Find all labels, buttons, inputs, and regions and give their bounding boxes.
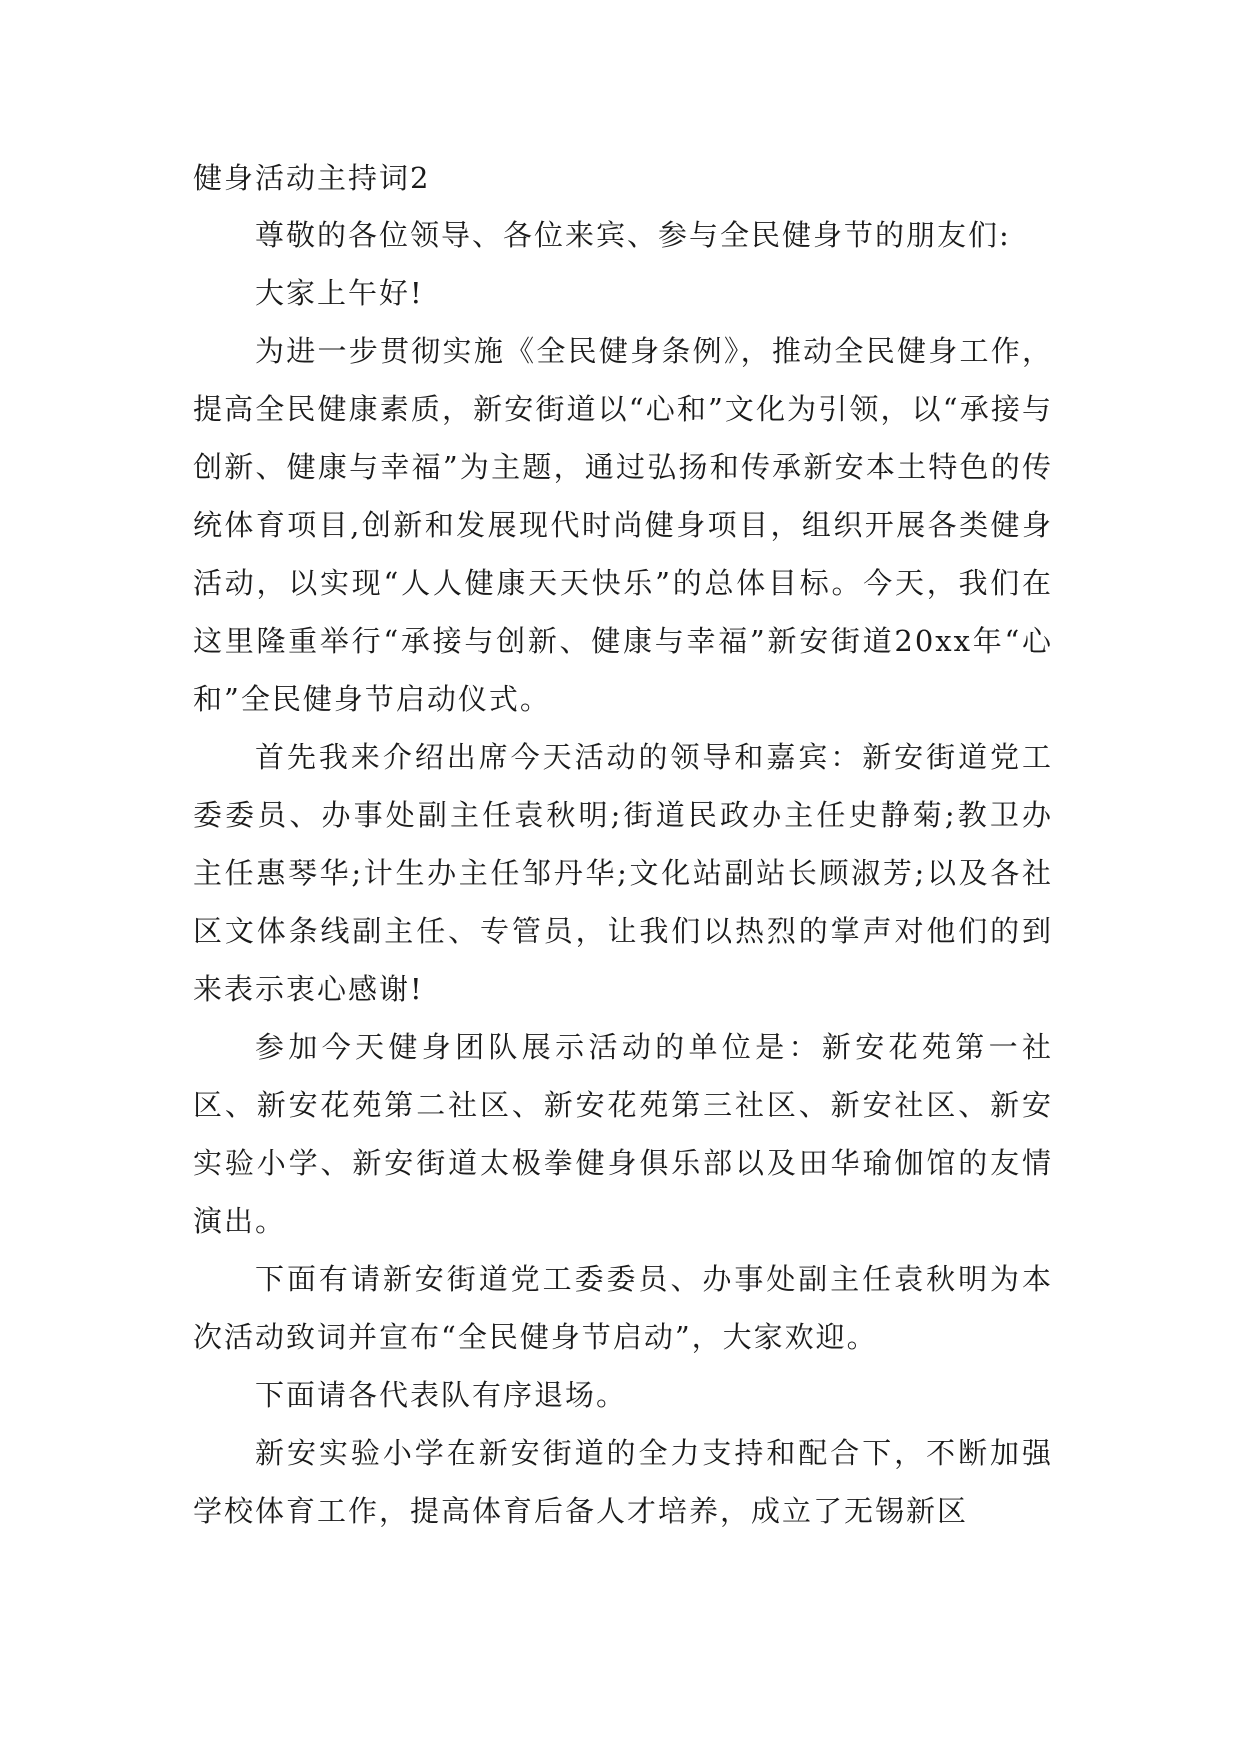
document-body xyxy=(193,150,1053,1540)
paragraph-school: 新安实验小学在新安街道的全力支持和配合下，不断加强学校体育工作，提高体育后备人才培养，成立了无锡新区 xyxy=(193,1436,1053,1528)
paragraph-exit: 下面请各代表队有序退场。 xyxy=(255,1378,628,1412)
paragraph-good-morning: 大家上午好! xyxy=(255,276,424,310)
document-title: 健身活动主持词2 xyxy=(193,161,431,195)
paragraph-speech-invitation: 下面有请新安街道党工委委员、办事处副主任袁秋明为本次活动致词并宣布“全民健身节启动”，大家欢迎。 xyxy=(193,1262,1053,1354)
paragraph-greeting: 尊敬的各位领导、各位来宾、参与全民健身节的朋友们: xyxy=(255,218,1011,252)
paragraph-introduction: 为进一步贯彻实施《全民健身条例》，推动全民健身工作，提高全民健康素质，新安街道以“心和”文化为引领，以“承接与创新、健康与幸福”为主题，通过弘扬和传承新安本土特色的传统体育项目,创新和发展现代时尚健身项目，组织开展各类健身活动，以实现“人人健康天天快乐”的总体目标。今天，我们在这里隆重举行“承接与创新、健康与幸福”新安街道20xx年“心和”全民健身节启动仪式。 xyxy=(193,334,1053,716)
paragraph-guests: 首先我来介绍出席今天活动的领导和嘉宾：新安街道党工委委员、办事处副主任袁秋明;街道民政办主任史静菊;教卫办主任惠琴华;计生办主任邹丹华;文化站副站长顾淑芳;以及各社区文体条线副主任、专管员，让我们以热烈的掌声对他们的到来表示衷心感谢! xyxy=(193,740,1053,1006)
paragraph-participants: 参加今天健身团队展示活动的单位是：新安花苑第一社区、新安花苑第二社区、新安花苑第三社区、新安社区、新安实验小学、新安街道太极拳健身俱乐部以及田华瑜伽馆的友情演出。 xyxy=(193,1030,1053,1238)
